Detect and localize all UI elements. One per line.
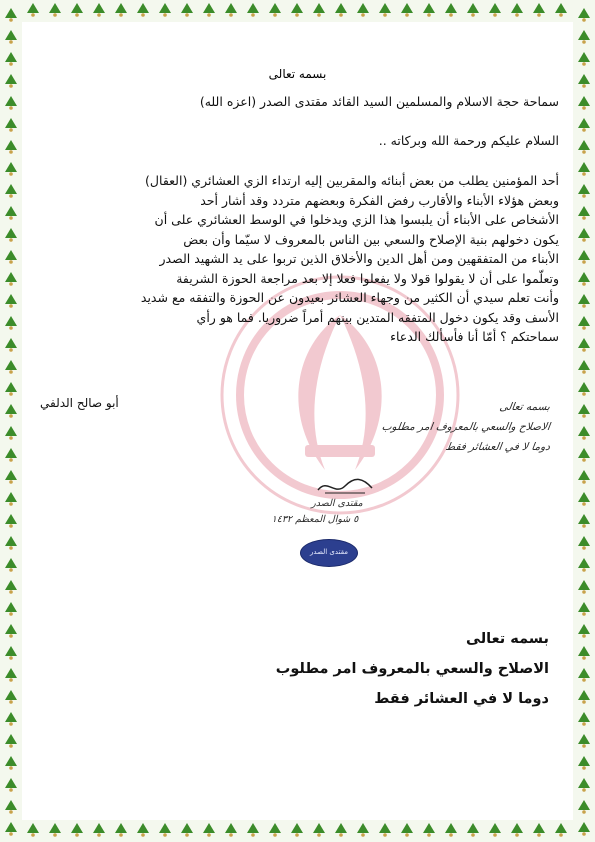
border-motif	[578, 404, 590, 418]
question-line: الأسف وقد يكون دخول المتفقه المتدين بينهم أمراً ضروريا. فما هو رأي	[196, 309, 559, 325]
border-motif	[357, 823, 369, 837]
border-motif	[423, 823, 435, 837]
border-motif	[5, 712, 17, 726]
border-motif	[5, 382, 17, 396]
border-motif	[27, 823, 39, 837]
border-motif	[5, 558, 17, 572]
border-motif	[5, 470, 17, 484]
border-motif	[5, 338, 17, 352]
border-motif	[5, 8, 17, 22]
border-motif	[93, 823, 105, 837]
border-motif	[578, 316, 590, 330]
border-motif	[578, 96, 590, 110]
addressee-line: سماحة حجة الاسلام والمسلمين السيد القائد مقتدى الصدر (اعزه الله)	[199, 94, 559, 109]
border-motif	[578, 580, 590, 594]
border-motif	[578, 8, 590, 22]
question-body	[36, 171, 559, 347]
border-motif	[555, 823, 567, 837]
decorative-border-right	[573, 0, 595, 842]
border-pattern	[573, 0, 595, 842]
decorative-border-bottom	[0, 820, 595, 842]
border-motif	[5, 162, 17, 176]
sender-name: أبو صالح الدلفي	[40, 396, 119, 410]
border-motif	[467, 3, 479, 17]
border-motif	[578, 360, 590, 374]
handwritten-answer-line-1: الاصلاح والسعي بالمعروف امر مطلوب	[381, 421, 551, 433]
border-motif	[313, 3, 325, 17]
border-motif	[225, 3, 237, 17]
question-line: سماحتكم ؟ أمّا أنا فأسألك الدعاء	[390, 329, 559, 344]
border-motif	[181, 3, 193, 17]
border-motif	[71, 823, 83, 837]
border-motif	[71, 3, 83, 17]
border-motif	[5, 492, 17, 506]
border-motif	[533, 3, 545, 17]
border-motif	[578, 272, 590, 286]
border-motif	[5, 822, 17, 836]
reply-basmala: بسمه تعالى	[466, 631, 549, 647]
border-motif	[578, 118, 590, 132]
border-motif	[401, 3, 413, 17]
border-motif	[5, 118, 17, 132]
border-motif	[5, 778, 17, 792]
border-motif	[5, 734, 17, 748]
border-motif	[578, 206, 590, 220]
border-motif	[578, 492, 590, 506]
handwritten-date: ٥ شوال المعظم ١٤٣٢	[271, 514, 359, 525]
border-motif	[578, 822, 590, 836]
question-line: الأشخاص على الأبناء أن يلبسوا هذا الزي ويدخلوا في الوسط العشائري على أن	[154, 212, 559, 227]
border-motif	[27, 3, 39, 17]
border-motif	[578, 668, 590, 682]
border-motif	[578, 426, 590, 440]
border-motif	[5, 140, 17, 154]
border-motif	[115, 3, 127, 17]
border-motif	[5, 668, 17, 682]
border-motif	[489, 3, 501, 17]
border-motif	[578, 712, 590, 726]
border-motif	[159, 3, 171, 17]
border-motif	[159, 823, 171, 837]
border-motif	[578, 646, 590, 660]
border-motif	[445, 3, 457, 17]
handwritten-office-name: مقتدى الصدر	[311, 498, 363, 509]
border-motif	[5, 580, 17, 594]
border-motif	[49, 823, 61, 837]
border-motif	[5, 294, 17, 308]
border-motif	[313, 823, 325, 837]
border-motif	[578, 250, 590, 264]
border-motif	[5, 624, 17, 638]
border-motif	[291, 823, 303, 837]
border-motif	[578, 514, 590, 528]
question-line: يكون دخولهم بنية الإصلاح والسعي بين الناس بالمعروف لا سيّما وأن بعض	[183, 231, 559, 247]
border-motif	[5, 96, 17, 110]
border-motif	[578, 338, 590, 352]
question-line: الأبناء من المتفقهين ومن أهل الدين والأخلاق الذين تربوا على يد الشهيد الصدر	[159, 251, 559, 266]
border-motif	[5, 536, 17, 550]
border-motif	[181, 823, 193, 837]
decorative-border-top	[0, 0, 595, 22]
handwritten-basmala: بسمه تعالى	[498, 401, 551, 413]
border-motif	[225, 823, 237, 837]
question-line: وأنت تعلم سيدي أن الكثير من وجهاء العشائر بعيدون عن الحوزة والتفقه مع شديد	[140, 290, 559, 305]
border-motif	[5, 448, 17, 462]
border-motif	[5, 690, 17, 704]
office-seal-stamp	[300, 539, 358, 567]
border-motif	[578, 228, 590, 242]
border-motif	[247, 823, 259, 837]
border-motif	[5, 404, 17, 418]
question-line: وبعض هؤلاء الأبناء والأقارب رفض الفكرة وبعضهم متردد وقد أشار أحد	[200, 192, 559, 208]
border-motif	[93, 3, 105, 17]
border-motif	[5, 602, 17, 616]
border-motif	[578, 382, 590, 396]
border-motif	[247, 3, 259, 17]
border-motif	[578, 448, 590, 462]
border-motif	[578, 756, 590, 770]
border-motif	[335, 823, 347, 837]
border-motif	[5, 800, 17, 814]
border-motif	[379, 823, 391, 837]
reply-line-2: دوما لا في العشائر فقط	[374, 691, 549, 707]
border-motif	[269, 823, 281, 837]
border-motif	[291, 3, 303, 17]
border-motif	[578, 470, 590, 484]
border-motif	[5, 228, 17, 242]
border-motif	[578, 602, 590, 616]
border-motif	[578, 558, 590, 572]
border-motif	[401, 823, 413, 837]
border-motif	[511, 823, 523, 837]
border-motif	[5, 206, 17, 220]
handwritten-answer-line-2: دوما لا في العشائر فقط	[444, 441, 551, 453]
border-motif	[578, 778, 590, 792]
border-motif	[5, 646, 17, 660]
border-motif	[5, 30, 17, 44]
question-line: أحد المؤمنين يطلب من بعض أبنائه والمقربين إليه ارتداء الزي العشائري (العقال)	[145, 173, 559, 188]
border-motif	[578, 624, 590, 638]
border-motif	[578, 690, 590, 704]
border-motif	[137, 823, 149, 837]
border-motif	[5, 52, 17, 66]
border-motif	[5, 316, 17, 330]
border-motif	[489, 823, 501, 837]
border-motif	[533, 823, 545, 837]
border-motif	[357, 3, 369, 17]
border-pattern	[0, 0, 22, 842]
border-motif	[445, 823, 457, 837]
border-motif	[5, 360, 17, 374]
greeting-line: السلام عليكم ورحمة الله وبركاته ..	[378, 133, 559, 148]
border-motif	[578, 734, 590, 748]
border-motif	[555, 3, 567, 17]
border-motif	[137, 3, 149, 17]
border-motif	[578, 800, 590, 814]
reply-line-1: الاصلاح والسعي بالمعروف امر مطلوب	[275, 661, 549, 677]
border-motif	[115, 823, 127, 837]
border-motif	[578, 536, 590, 550]
border-motif	[578, 30, 590, 44]
border-motif	[578, 52, 590, 66]
border-motif	[467, 823, 479, 837]
border-motif	[5, 514, 17, 528]
border-motif	[203, 823, 215, 837]
border-motif	[5, 272, 17, 286]
border-motif	[5, 756, 17, 770]
basmala-heading: بسمه تعالى	[268, 67, 327, 81]
border-motif	[511, 3, 523, 17]
border-motif	[269, 3, 281, 17]
border-motif	[578, 294, 590, 308]
question-line: وتعلّموا على أن لا يقولوا قولا ولا يفعلوا فعلا إلا بعد مراجعة الحوزة الشريفة	[176, 270, 559, 286]
border-motif	[49, 3, 61, 17]
border-pattern	[0, 0, 595, 22]
border-motif	[578, 140, 590, 154]
border-motif	[578, 184, 590, 198]
border-motif	[335, 3, 347, 17]
decorative-border-left	[0, 0, 22, 842]
border-motif	[5, 426, 17, 440]
border-motif	[578, 162, 590, 176]
signature-mark	[315, 474, 375, 496]
border-motif	[423, 3, 435, 17]
border-pattern	[0, 820, 595, 842]
border-motif	[379, 3, 391, 17]
seal-text: مقتدى الصدر	[310, 548, 348, 556]
border-motif	[5, 250, 17, 264]
border-motif	[5, 184, 17, 198]
border-motif	[203, 3, 215, 17]
